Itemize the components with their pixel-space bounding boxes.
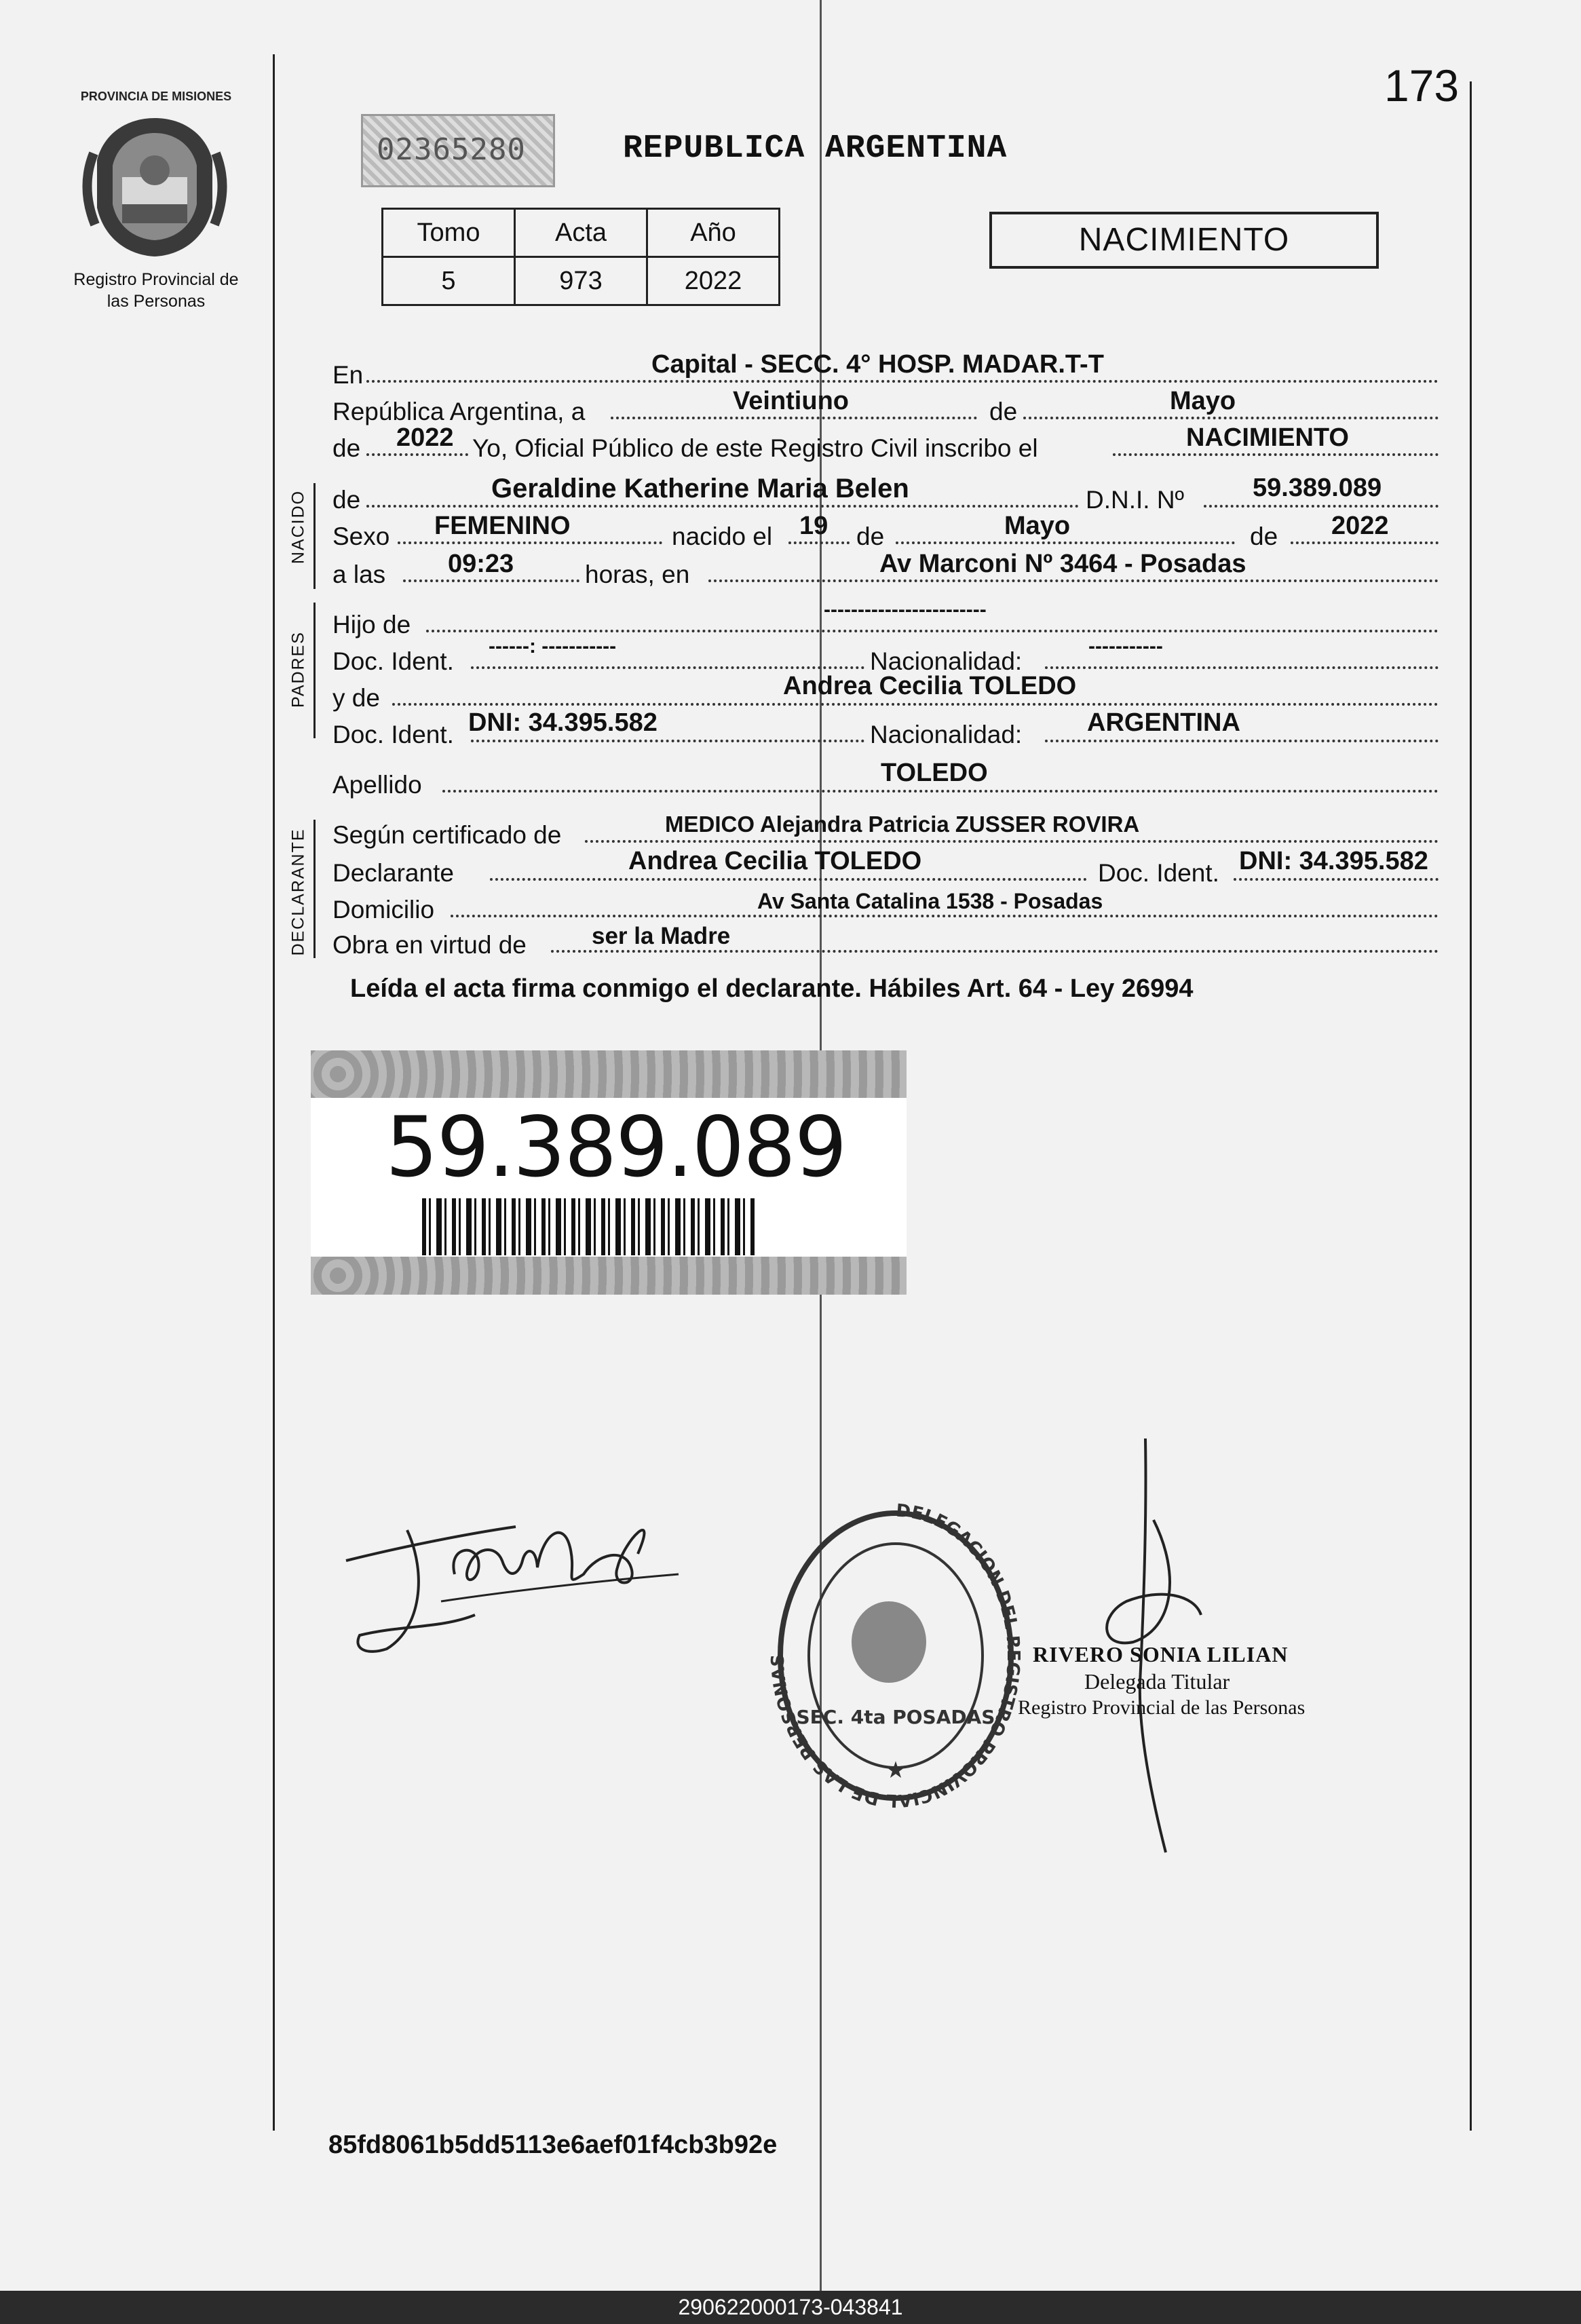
declarant-signature — [339, 1479, 692, 1669]
dotted-line — [1023, 417, 1439, 419]
label-declarante: Declarante — [332, 859, 454, 887]
section-declarante: DECLARANTE — [288, 828, 308, 956]
value-padre-doc: ------: ----------- — [489, 635, 617, 658]
label-yo-oficial: Yo, Oficial Público de este Registro Civil inscribo el — [472, 434, 1038, 462]
dotted-line — [1045, 666, 1439, 669]
right-margin-line — [1470, 81, 1472, 2131]
label-doc-ident: Doc. Ident. — [332, 721, 454, 748]
value-obra: ser la Madre — [592, 923, 731, 949]
label-dni: D.N.I. Nº — [1086, 486, 1185, 514]
serial-number-box — [361, 114, 555, 187]
acta-table — [381, 208, 780, 306]
label-doc-ident: Doc. Ident. — [332, 647, 454, 675]
value-certificado: MEDICO Alejandra Patricia ZUSSER ROVIRA — [665, 812, 1140, 837]
label-hijo-de: Hijo de — [332, 611, 411, 639]
label-domicilio: Domicilio — [332, 896, 435, 923]
page-number: 173 — [1384, 60, 1460, 111]
value-mes-nac: Mayo — [1004, 512, 1071, 540]
label-de: de — [856, 522, 885, 550]
footer-id: 290622000173-043841 — [0, 2291, 1581, 2324]
value-hora: 09:23 — [448, 550, 514, 578]
label-republica: República Argentina, a — [332, 398, 586, 425]
value-dia-letras: Veintiuno — [733, 387, 849, 415]
stamp-ring-text: DELEGACION DEL REGISTRO PROVINCIAL DE LAS PERSONAS — [767, 1500, 1023, 1811]
dotted-line — [490, 878, 1087, 881]
value-madre-nac: ARGENTINA — [1087, 708, 1240, 737]
stamp-inner-text: SEC. 4ta POSADAS — [796, 1706, 995, 1728]
table-cell: 5 — [383, 257, 515, 305]
dotted-line — [398, 541, 662, 544]
label-doc-ident-declarante: Doc. Ident. — [1098, 859, 1219, 887]
dotted-line — [442, 790, 1439, 793]
seal-text: PROVINCIA DE MISIONES — [80, 90, 232, 103]
value-lugar-nac: Av Marconi Nº 3464 - Posadas — [879, 550, 1246, 578]
section-divider — [313, 483, 316, 589]
document-hash: 85fd8061b5dd5113e6aef01f4cb3b92e — [328, 2131, 778, 2159]
dotted-line — [366, 453, 468, 456]
dotted-line — [1291, 541, 1439, 544]
dotted-line — [471, 740, 864, 742]
label-segun-certificado: Según certificado de — [332, 821, 562, 849]
value-nombre: Geraldine Katherine Maria Belen — [491, 474, 909, 503]
dotted-line — [611, 417, 977, 419]
label-nacionalidad: Nacionalidad: — [870, 721, 1023, 748]
serial-number: 02365280 — [377, 132, 526, 167]
dotted-line — [1045, 740, 1439, 742]
dotted-line — [471, 666, 864, 669]
label-en: En — [332, 361, 364, 389]
dni-sticker — [311, 1050, 907, 1295]
official-name: RIVERO SONIA LILIAN — [1033, 1642, 1289, 1666]
label-de: de — [332, 486, 361, 514]
section-divider — [313, 603, 316, 738]
table-header: Tomo — [383, 209, 515, 257]
label-obra-en-virtud: Obra en virtud de — [332, 931, 527, 959]
dotted-line — [366, 380, 1439, 383]
dotted-line — [1113, 453, 1439, 456]
dotted-line — [788, 541, 850, 544]
dotted-line — [426, 630, 1439, 632]
official-office: Registro Provincial de las Personas — [1018, 1696, 1306, 1719]
value-padre: ------------------------ — [824, 598, 987, 621]
value-dni: 59.389.089 — [1253, 474, 1382, 502]
value-inscribe: NACIMIENTO — [1186, 423, 1349, 452]
value-domicilio: Av Santa Catalina 1538 - Posadas — [757, 889, 1103, 913]
label-sexo: Sexo — [332, 522, 390, 550]
value-anio: 2022 — [396, 423, 454, 452]
dotted-line — [708, 579, 1439, 582]
dotted-line — [392, 703, 1439, 706]
dotted-line — [551, 950, 1439, 953]
registry-name: Registro Provincial de las Personas — [73, 270, 239, 311]
value-declarante-doc: DNI: 34.395.582 — [1239, 847, 1428, 875]
value-sexo: FEMENINO — [434, 512, 571, 540]
sticker-top-band — [311, 1050, 907, 1098]
star-icon: ★ — [885, 1757, 907, 1783]
value-madre-doc: DNI: 34.395.582 — [468, 708, 658, 737]
dotted-line — [585, 840, 1439, 843]
left-margin-line — [273, 54, 275, 2131]
label-de: de — [989, 398, 1018, 425]
value-declarante: Andrea Cecilia TOLEDO — [628, 847, 922, 875]
closing-statement: Leída el acta firma conmigo el declarante. Hábiles Art. 64 - Ley 26994 — [350, 974, 1194, 1003]
official-title: Delegada Titular — [1084, 1669, 1230, 1694]
sticker-bottom-band — [311, 1257, 907, 1295]
section-nacido: NACIDO — [288, 489, 308, 565]
barcode — [422, 1198, 755, 1255]
dotted-line — [403, 579, 579, 582]
section-divider — [313, 820, 316, 958]
label-de: de — [332, 434, 361, 462]
label-nacido-el: nacido el — [672, 522, 773, 550]
table-header: Año — [647, 209, 780, 257]
value-anio-nac: 2022 — [1331, 512, 1389, 540]
sticker-number: 59.389.089 — [385, 1099, 846, 1196]
dotted-line — [1204, 505, 1439, 508]
value-padre-nac: ----------- — [1088, 635, 1163, 658]
label-horas-en: horas, en — [585, 560, 690, 588]
dotted-line — [366, 505, 1079, 508]
provincial-seal-logo — [80, 113, 229, 262]
value-madre: Andrea Cecilia TOLEDO — [783, 672, 1077, 700]
value-dia-nac: 19 — [799, 512, 828, 540]
value-mes: Mayo — [1170, 387, 1236, 415]
act-type-box: NACIMIENTO — [989, 212, 1379, 269]
document-title: REPUBLICA ARGENTINA — [623, 130, 1008, 167]
table-cell: 973 — [515, 257, 647, 305]
table-cell: 2022 — [647, 257, 780, 305]
value-lugar: Capital - SECC. 4° HOSP. MADAR.T-T — [651, 350, 1104, 379]
label-y-de: y de — [332, 684, 380, 712]
label-a-las: a las — [332, 560, 386, 588]
dotted-line — [451, 915, 1439, 917]
table-header: Acta — [515, 209, 647, 257]
value-apellido: TOLEDO — [881, 759, 988, 787]
dotted-line — [896, 541, 1235, 544]
section-padres: PADRES — [288, 631, 308, 708]
dotted-line — [1234, 878, 1439, 881]
official-stamp — [767, 1500, 1025, 1818]
label-nacionalidad: Nacionalidad: — [870, 647, 1023, 675]
label-de: de — [1250, 522, 1278, 550]
label-apellido: Apellido — [332, 771, 422, 799]
